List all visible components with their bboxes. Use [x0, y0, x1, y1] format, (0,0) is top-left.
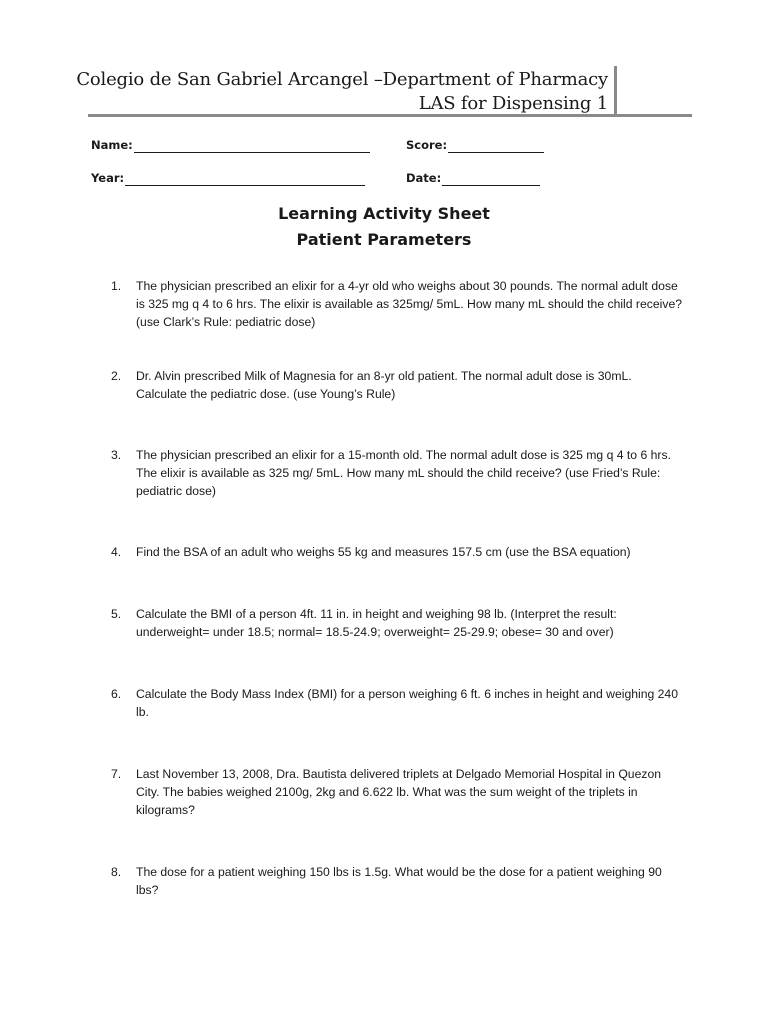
sheet-subtitle: Patient Parameters [296, 230, 472, 249]
course-title: LAS for Dispensing 1 [418, 93, 608, 114]
question-text: The dose for a patient weighing 150 lbs is 1.5g. What would be the dose for a patient weighing 90 lbs? [136, 865, 662, 897]
question-text: Calculate the Body Mass Index (BMI) for a person weighing 6 ft. 6 inches in height and weighing 240 lb. [136, 687, 678, 719]
name-blank-line [134, 140, 370, 153]
header-vertical-rule [614, 66, 617, 116]
header-horizontal-rule [88, 114, 692, 117]
document-header [0, 64, 616, 116]
question-item [104, 277, 684, 331]
question-number: 1. [111, 279, 122, 293]
date-blank-line [442, 173, 540, 186]
date-field [406, 170, 540, 186]
question-item [104, 765, 684, 819]
institution-title: Colegio de San Gabriel Arcangel –Department of Pharmacy [76, 69, 608, 90]
question-text: Find the BSA of an adult who weighs 55 kg and measures 157.5 cm (use the BSA equation) [136, 545, 631, 559]
question-item [104, 863, 684, 899]
question-number: 6. [111, 687, 122, 701]
question-item [104, 605, 684, 641]
year-blank-line [125, 173, 365, 186]
sheet-title: Learning Activity Sheet [278, 204, 490, 223]
question-item [104, 446, 684, 500]
date-label: Date: [406, 171, 442, 185]
question-text: The physician prescribed an elixir for a 15-month old. The normal adult dose is 325 mg q 4 to 6 hrs. The elixir is available as 325 mg/ 5mL. How many mL should the child receive? (use Fried’s Rule: pediatric dose) [136, 448, 671, 498]
score-label: Score: [406, 138, 448, 152]
question-number: 8. [111, 865, 122, 879]
score-field [406, 137, 544, 153]
question-item [104, 543, 684, 561]
question-item [104, 685, 684, 721]
question-item [104, 367, 684, 403]
question-number: 7. [111, 767, 122, 781]
name-label: Name: [91, 138, 133, 152]
year-label: Year: [91, 171, 125, 185]
question-text: Calculate the BMI of a person 4ft. 11 in. in height and weighing 98 lb. (Interpret the result: underweight= under 18.5; normal= 18.5-24.9; overweight= 25-29.9; obese= 30 and over) [136, 607, 617, 639]
year-field [91, 170, 365, 186]
question-number: 5. [111, 607, 122, 621]
name-field [91, 137, 370, 153]
question-text: Dr. Alvin prescribed Milk of Magnesia for an 8-yr old patient. The normal adult dose is 30mL. Calculate the pediatric dose. (use Young’s Rule) [136, 369, 632, 401]
question-text: The physician prescribed an elixir for a 4-yr old who weighs about 30 pounds. The normal adult dose is 325 mg q 4 to 6 hrs. The elixir is available as 325mg/ 5mL. How many mL should the child receive? (use Clark’s Rule: pediatric dose) [136, 279, 682, 329]
question-number: 4. [111, 545, 122, 559]
question-number: 2. [111, 369, 122, 383]
score-blank-line [448, 140, 544, 153]
question-text: Last November 13, 2008, Dra. Bautista delivered triplets at Delgado Memorial Hospital in Quezon City. The babies weighed 2100g, 2kg and 6.622 lb. What was the sum weight of the triplets in kilograms? [136, 767, 662, 817]
question-number: 3. [111, 448, 122, 462]
